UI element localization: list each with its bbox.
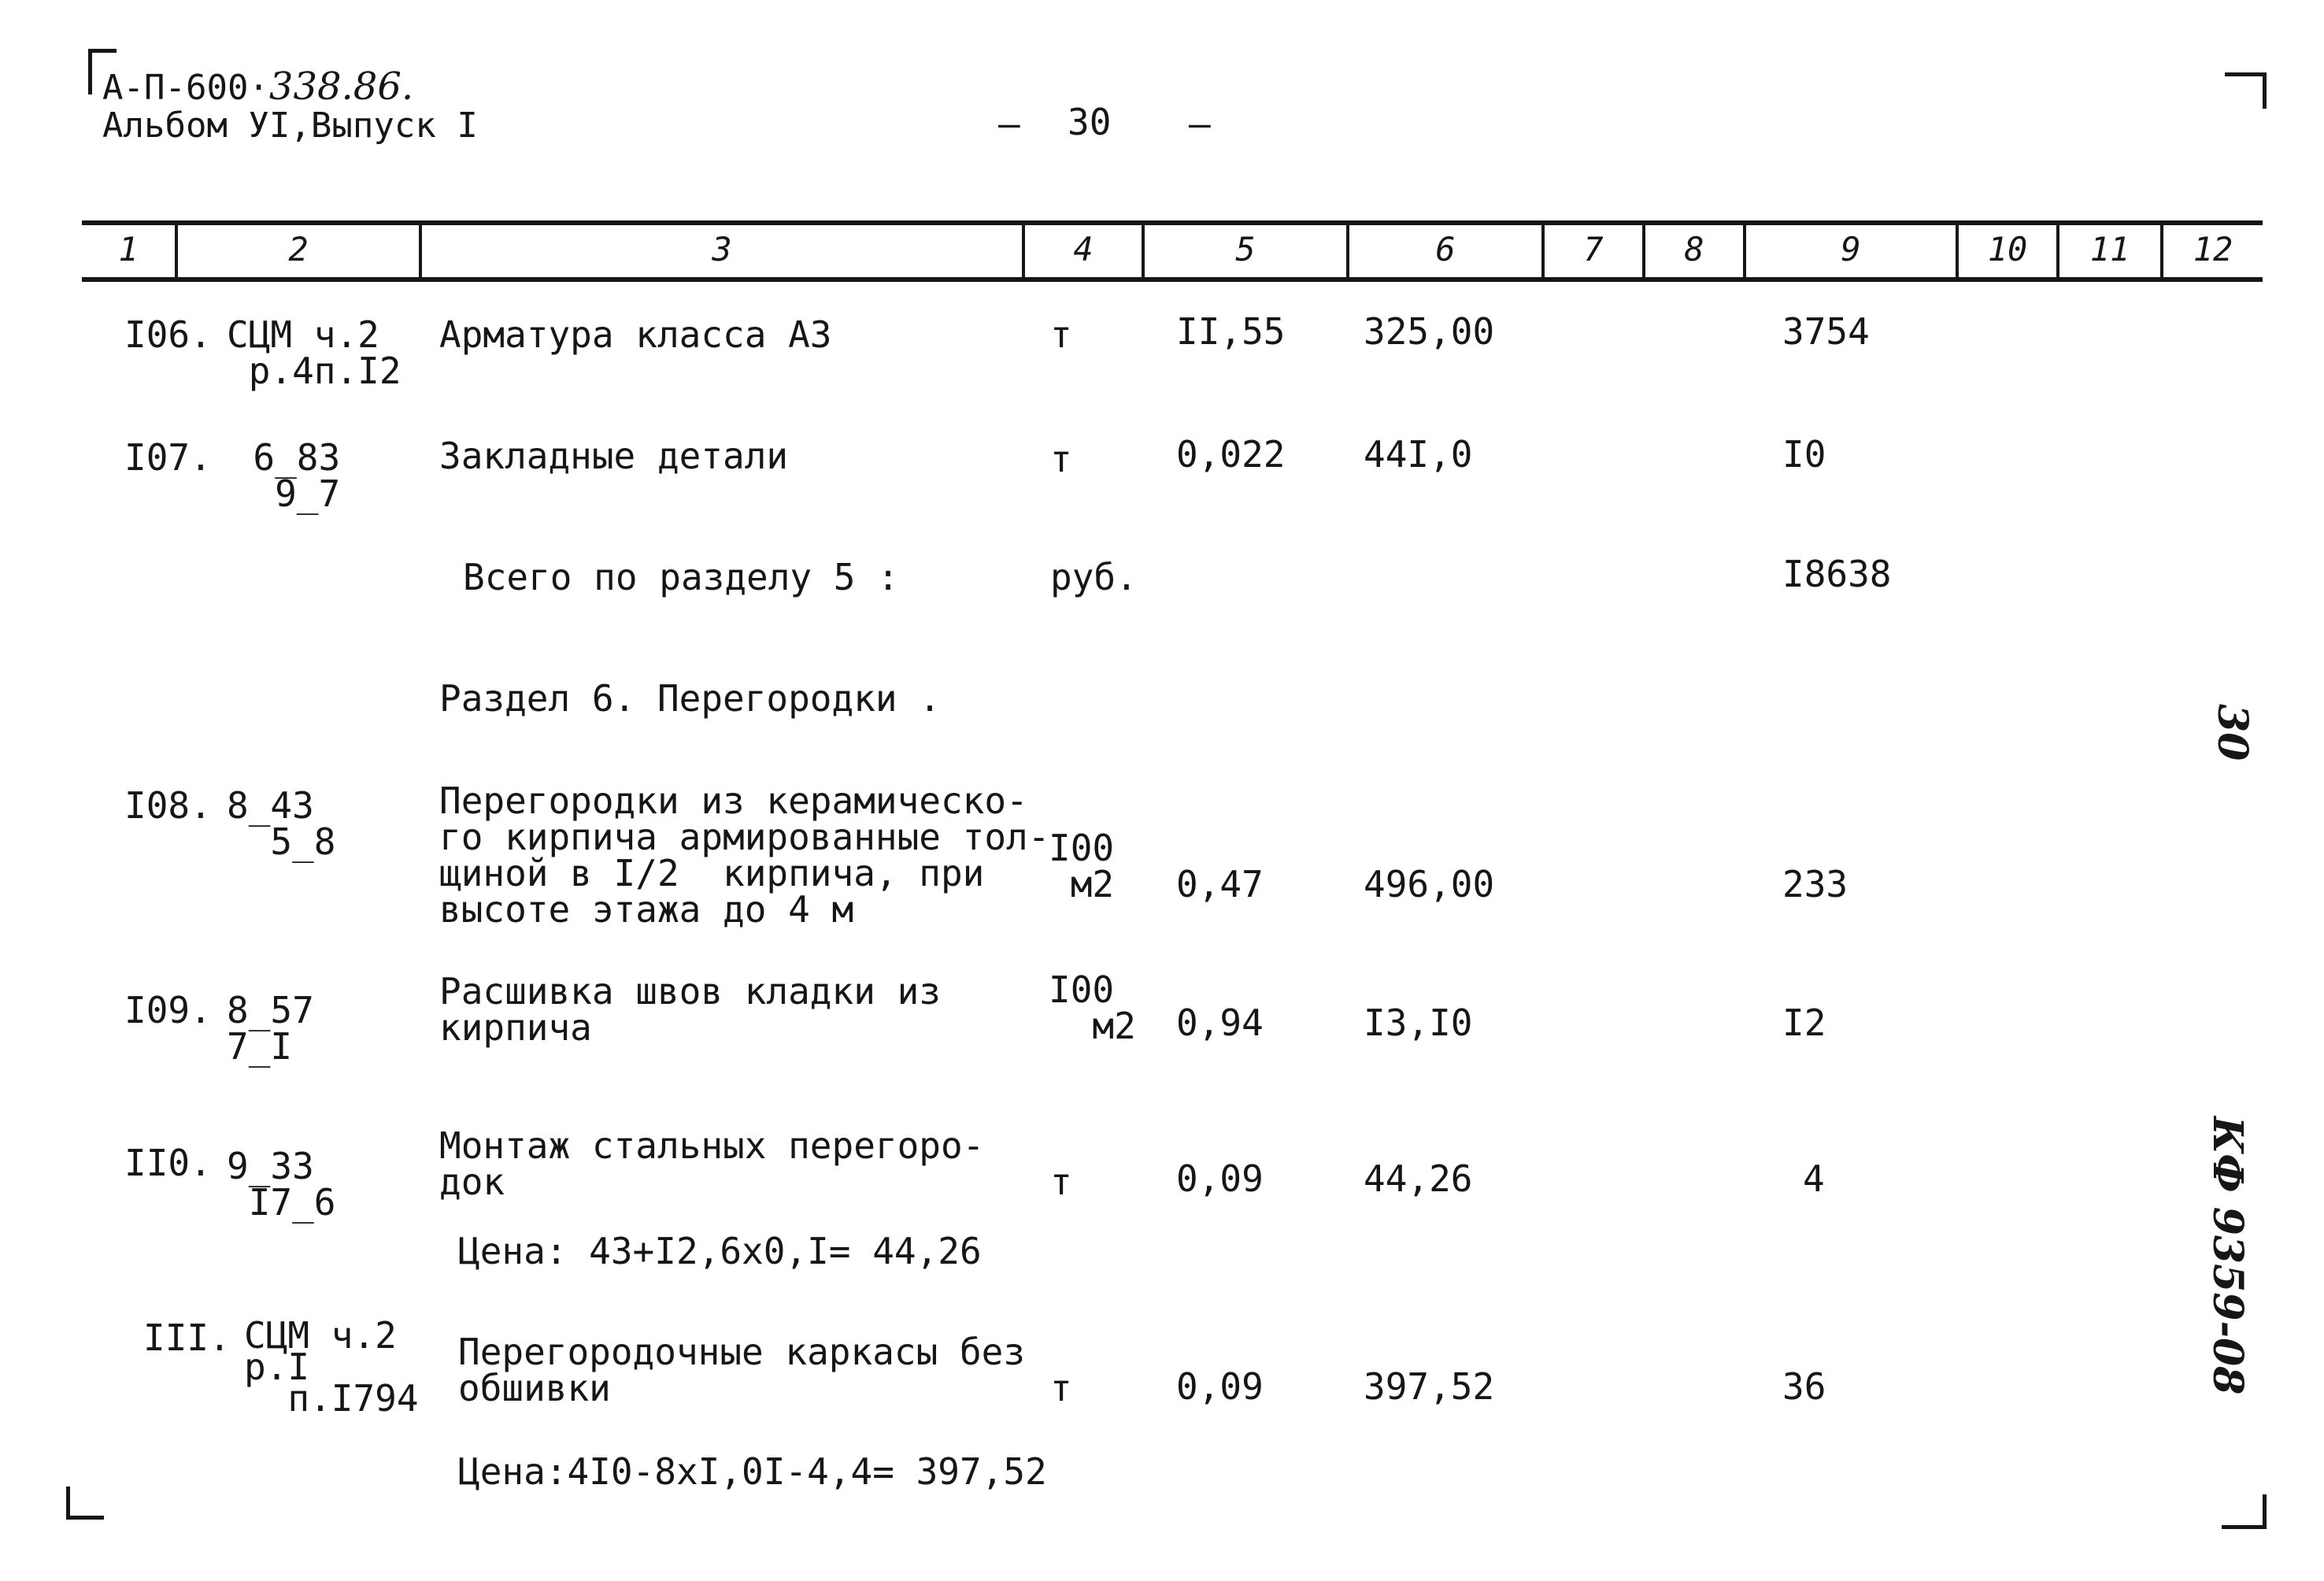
- unit: т: [1050, 1367, 1072, 1409]
- unit-price: 397,52: [1364, 1365, 1495, 1408]
- total-cost: 3754: [1782, 310, 1870, 353]
- total-cost: I2: [1782, 1002, 1826, 1044]
- column-number: 10: [1987, 230, 2028, 268]
- work-description: Перегородки из керамическо- го кирпича армированные тол- щиной в I/2 кирпича, при высоте этажа до 4 м: [439, 779, 1050, 931]
- column-number: 3: [712, 230, 732, 268]
- page-dash-left: –: [998, 102, 1020, 145]
- corner-mark-top-left-v: [88, 49, 92, 94]
- page-number: 30: [1068, 101, 1112, 143]
- row-number: I07.: [124, 436, 212, 479]
- quantity: 0,09: [1176, 1157, 1264, 1200]
- price-note: Цена:4I0-8хI,0I-4,4= 397,52: [458, 1450, 1047, 1493]
- row-number: I08.: [124, 784, 212, 827]
- total-cost: I0: [1782, 433, 1826, 476]
- section-total-label: Всего по разделу 5 :: [463, 556, 899, 598]
- row-number: I09.: [124, 989, 212, 1031]
- total-cost: 233: [1782, 863, 1848, 905]
- row-number: III.: [143, 1316, 231, 1359]
- norm-code: 8_57 7_I: [227, 989, 314, 1068]
- page-dash-right: –: [1189, 102, 1211, 145]
- section-total-unit: руб.: [1050, 556, 1138, 598]
- corner-mark-top-right-v: [2263, 72, 2267, 109]
- table-header-top-rule: [82, 220, 2263, 225]
- norm-code: 6_83 9_7: [253, 436, 341, 515]
- unit: I00 м2: [1049, 827, 1115, 905]
- unit-price: I3,I0: [1364, 1002, 1473, 1044]
- margin-page-number: 30: [2208, 704, 2256, 761]
- unit-price: 325,00: [1364, 310, 1495, 353]
- column-number: 2: [288, 230, 309, 268]
- norm-code: 9_33 I7_6: [227, 1145, 336, 1224]
- column-number: 9: [1841, 230, 1861, 268]
- corner-mark-top-left-h: [88, 49, 117, 53]
- corner-mark-bottom-left-h: [66, 1516, 104, 1520]
- unit: т: [1050, 313, 1072, 356]
- unit: I00 м2: [1049, 968, 1136, 1047]
- total-cost: 4: [1803, 1157, 1825, 1200]
- section-total-value: I8638: [1782, 553, 1892, 595]
- quantity: 0,94: [1176, 1002, 1264, 1044]
- work-description: Расшивка швов кладки из кирпича: [439, 970, 941, 1049]
- corner-mark-bottom-left-v: [66, 1487, 70, 1520]
- norm-code: СЦМ ч.2 р.I п.I794: [244, 1314, 419, 1420]
- corner-mark-bottom-right-v: [2263, 1494, 2267, 1529]
- table-header-bottom-rule: [82, 277, 2263, 282]
- section-title: Раздел 6. Перегородки .: [439, 677, 941, 720]
- column-number: 12: [2193, 230, 2233, 268]
- norm-code: СЦМ ч.2 р.4п.I2: [227, 313, 402, 392]
- unit: т: [1050, 1161, 1072, 1203]
- work-description: Закладные детали: [439, 435, 789, 477]
- column-number: 1: [118, 230, 139, 268]
- work-description: Монтаж стальных перегоро- док: [439, 1124, 985, 1203]
- doc-code-handwritten: 338.86.: [268, 65, 414, 109]
- row-number: I06.: [124, 313, 212, 356]
- unit-price: 44I,0: [1364, 433, 1473, 476]
- column-number: 11: [2089, 230, 2130, 268]
- price-note: Цена: 43+I2,6х0,I= 44,26: [458, 1230, 982, 1272]
- unit: т: [1050, 438, 1072, 480]
- unit-price: 496,00: [1364, 863, 1495, 905]
- norm-code: 8_43 5_8: [227, 784, 336, 863]
- corner-mark-bottom-right-h: [2222, 1525, 2266, 1529]
- quantity: II,55: [1176, 310, 1286, 353]
- quantity: 0,09: [1176, 1365, 1264, 1408]
- work-description: Перегородочные каркасы без обшивки: [458, 1331, 1026, 1409]
- row-number: II0.: [124, 1142, 212, 1184]
- total-cost: 36: [1782, 1365, 1826, 1408]
- album-title: Альбом УI,Выпуск I: [102, 106, 478, 146]
- column-number: 5: [1235, 230, 1256, 268]
- column-number: 4: [1073, 230, 1094, 268]
- unit-price: 44,26: [1364, 1157, 1473, 1200]
- work-description: Арматура класса А3: [439, 313, 832, 356]
- column-number: 8: [1684, 230, 1704, 268]
- quantity: 0,47: [1176, 863, 1264, 905]
- quantity: 0,022: [1176, 433, 1286, 476]
- column-number: 7: [1583, 230, 1604, 268]
- margin-stamp-code: КФ 9359-08: [2204, 1116, 2252, 1395]
- doc-code-printed: А-П-600·: [102, 68, 269, 108]
- corner-mark-top-right-h: [2225, 72, 2266, 76]
- column-number: 6: [1435, 230, 1456, 268]
- doc-code: [102, 65, 413, 109]
